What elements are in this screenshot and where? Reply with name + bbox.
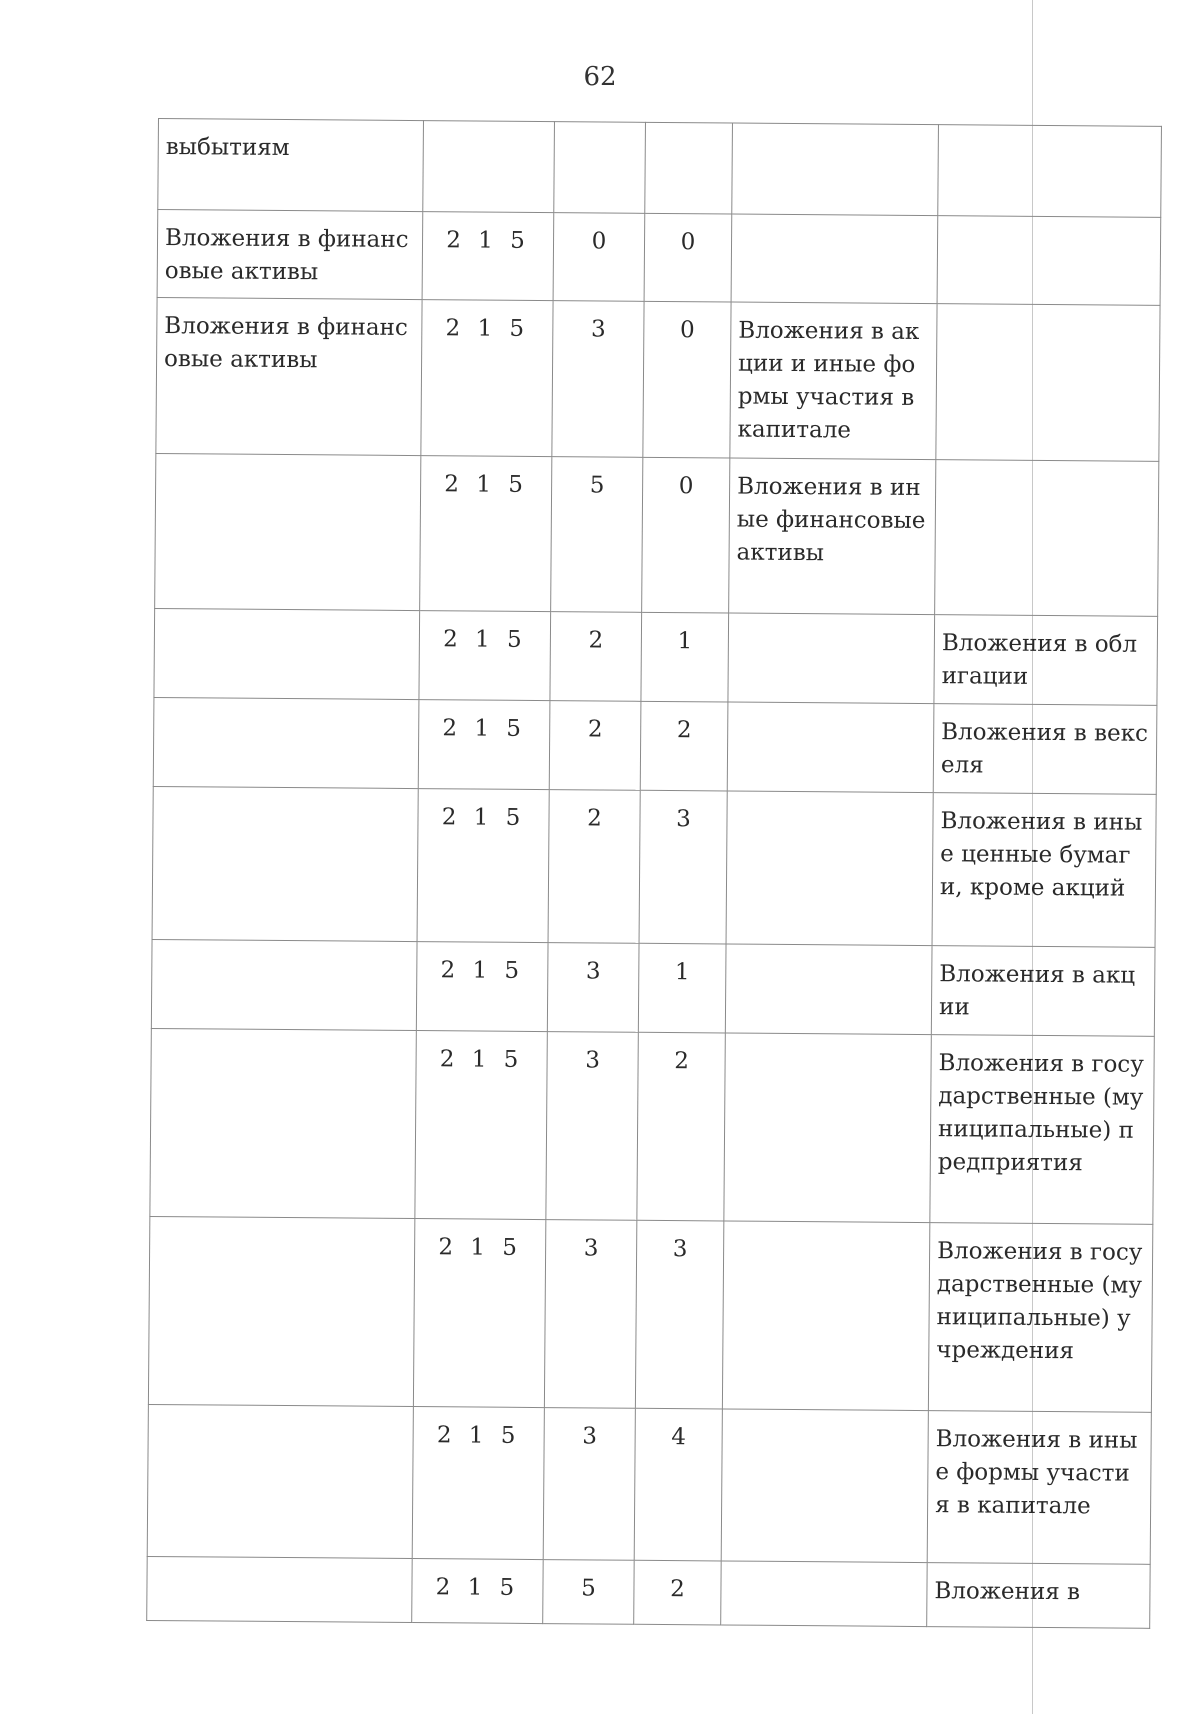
table-row [147,1404,1151,1564]
name-cell: выбытиям [158,119,424,212]
article-cell: Вложения в государственные (муниципальные) предприятия [930,1035,1154,1225]
table-row [150,1028,1154,1224]
group-cell [731,214,938,304]
name-cell [152,786,418,941]
digit-cell: 5 [551,457,643,613]
code-cell: 2 1 5 [420,456,552,612]
group-cell: Вложения в акции и иные формы участия в капитале [730,302,937,460]
article-cell: Вложения в государственные (муниципальные) учреждения [928,1223,1152,1413]
digit-cell [645,122,733,214]
name-cell [153,697,419,788]
table-row [156,297,1160,461]
digit-cell: 2 [637,1032,725,1221]
group-cell [724,1033,931,1223]
digit-cell: 5 [543,1560,634,1625]
table-row [153,697,1157,794]
code-cell: 2 1 5 [412,1559,543,1624]
digit-cell: 3 [552,301,644,458]
digit-cell: 0 [553,213,645,302]
article-cell: Вложения в акции [931,946,1155,1037]
article-cell [936,304,1160,462]
digit-cell: 4 [634,1408,722,1561]
digit-cell: 0 [644,213,732,302]
digit-cell: 1 [638,943,726,1033]
code-cell: 2 1 5 [415,1031,547,1220]
code-cell: 2 1 5 [417,789,549,943]
digit-cell: 3 [547,943,639,1033]
name-cell [154,608,420,699]
name-cell [147,1404,413,1558]
code-cell: 2 1 5 [421,300,553,457]
code-cell: 2 1 5 [416,942,548,1032]
name-cell [150,1028,416,1218]
digit-cell: 2 [550,612,642,702]
code-cell: 2 1 5 [412,1407,544,1560]
digit-cell: 2 [549,701,641,791]
digit-cell: 3 [546,1032,638,1221]
code-cell [423,121,555,213]
article-cell: Вложения в [927,1563,1150,1629]
table-row [154,608,1158,705]
digit-cell: 0 [643,301,731,458]
name-cell: Вложения в финансовые активы [156,297,422,455]
budget-classification-table [146,118,1162,1629]
page-number: 62 [583,62,617,92]
code-cell: 2 1 5 [413,1219,545,1408]
code-cell: 2 1 5 [418,700,550,790]
name-cell [148,1216,414,1406]
name-cell: Вложения в финансовые активы [157,210,423,300]
group-cell [722,1221,929,1411]
article-cell: Вложения в облигации [934,615,1158,706]
group-cell [728,613,935,704]
digit-cell [554,122,646,214]
group-cell [726,791,933,946]
code-cell: 2 1 5 [419,611,551,701]
group-cell [727,702,934,793]
digit-cell: 3 [635,1220,723,1409]
name-cell [151,939,417,1030]
digit-cell: 2 [634,1560,722,1625]
table-row [147,1556,1150,1628]
article-cell: Вложения в иные формы участия в капитале [927,1411,1151,1565]
article-cell: Вложения в иные ценные бумаги, кроме акций [932,793,1156,948]
article-cell [937,216,1161,306]
group-cell [721,1409,928,1563]
group-cell [725,944,932,1035]
digit-cell: 3 [639,790,727,944]
digit-cell: 3 [543,1408,635,1561]
group-cell [721,1561,927,1627]
table-row [148,1216,1152,1412]
table-row [151,939,1155,1036]
digit-cell: 0 [642,457,730,613]
group-cell [732,123,939,216]
digit-cell: 1 [641,612,729,702]
group-cell: Вложения в иные финансовые активы [729,458,936,615]
table-row [157,210,1161,306]
code-cell: 2 1 5 [422,212,554,301]
table-body [147,119,1162,1629]
digit-cell: 2 [548,790,640,944]
table-row [158,119,1162,218]
table-row [155,453,1159,616]
digit-cell: 3 [544,1220,636,1409]
name-cell [147,1556,412,1622]
article-cell: Вложения в векселя [933,704,1157,795]
table-row [152,786,1156,947]
name-cell [155,453,421,610]
digit-cell: 2 [640,701,728,791]
article-cell [938,125,1162,218]
article-cell [935,460,1159,617]
